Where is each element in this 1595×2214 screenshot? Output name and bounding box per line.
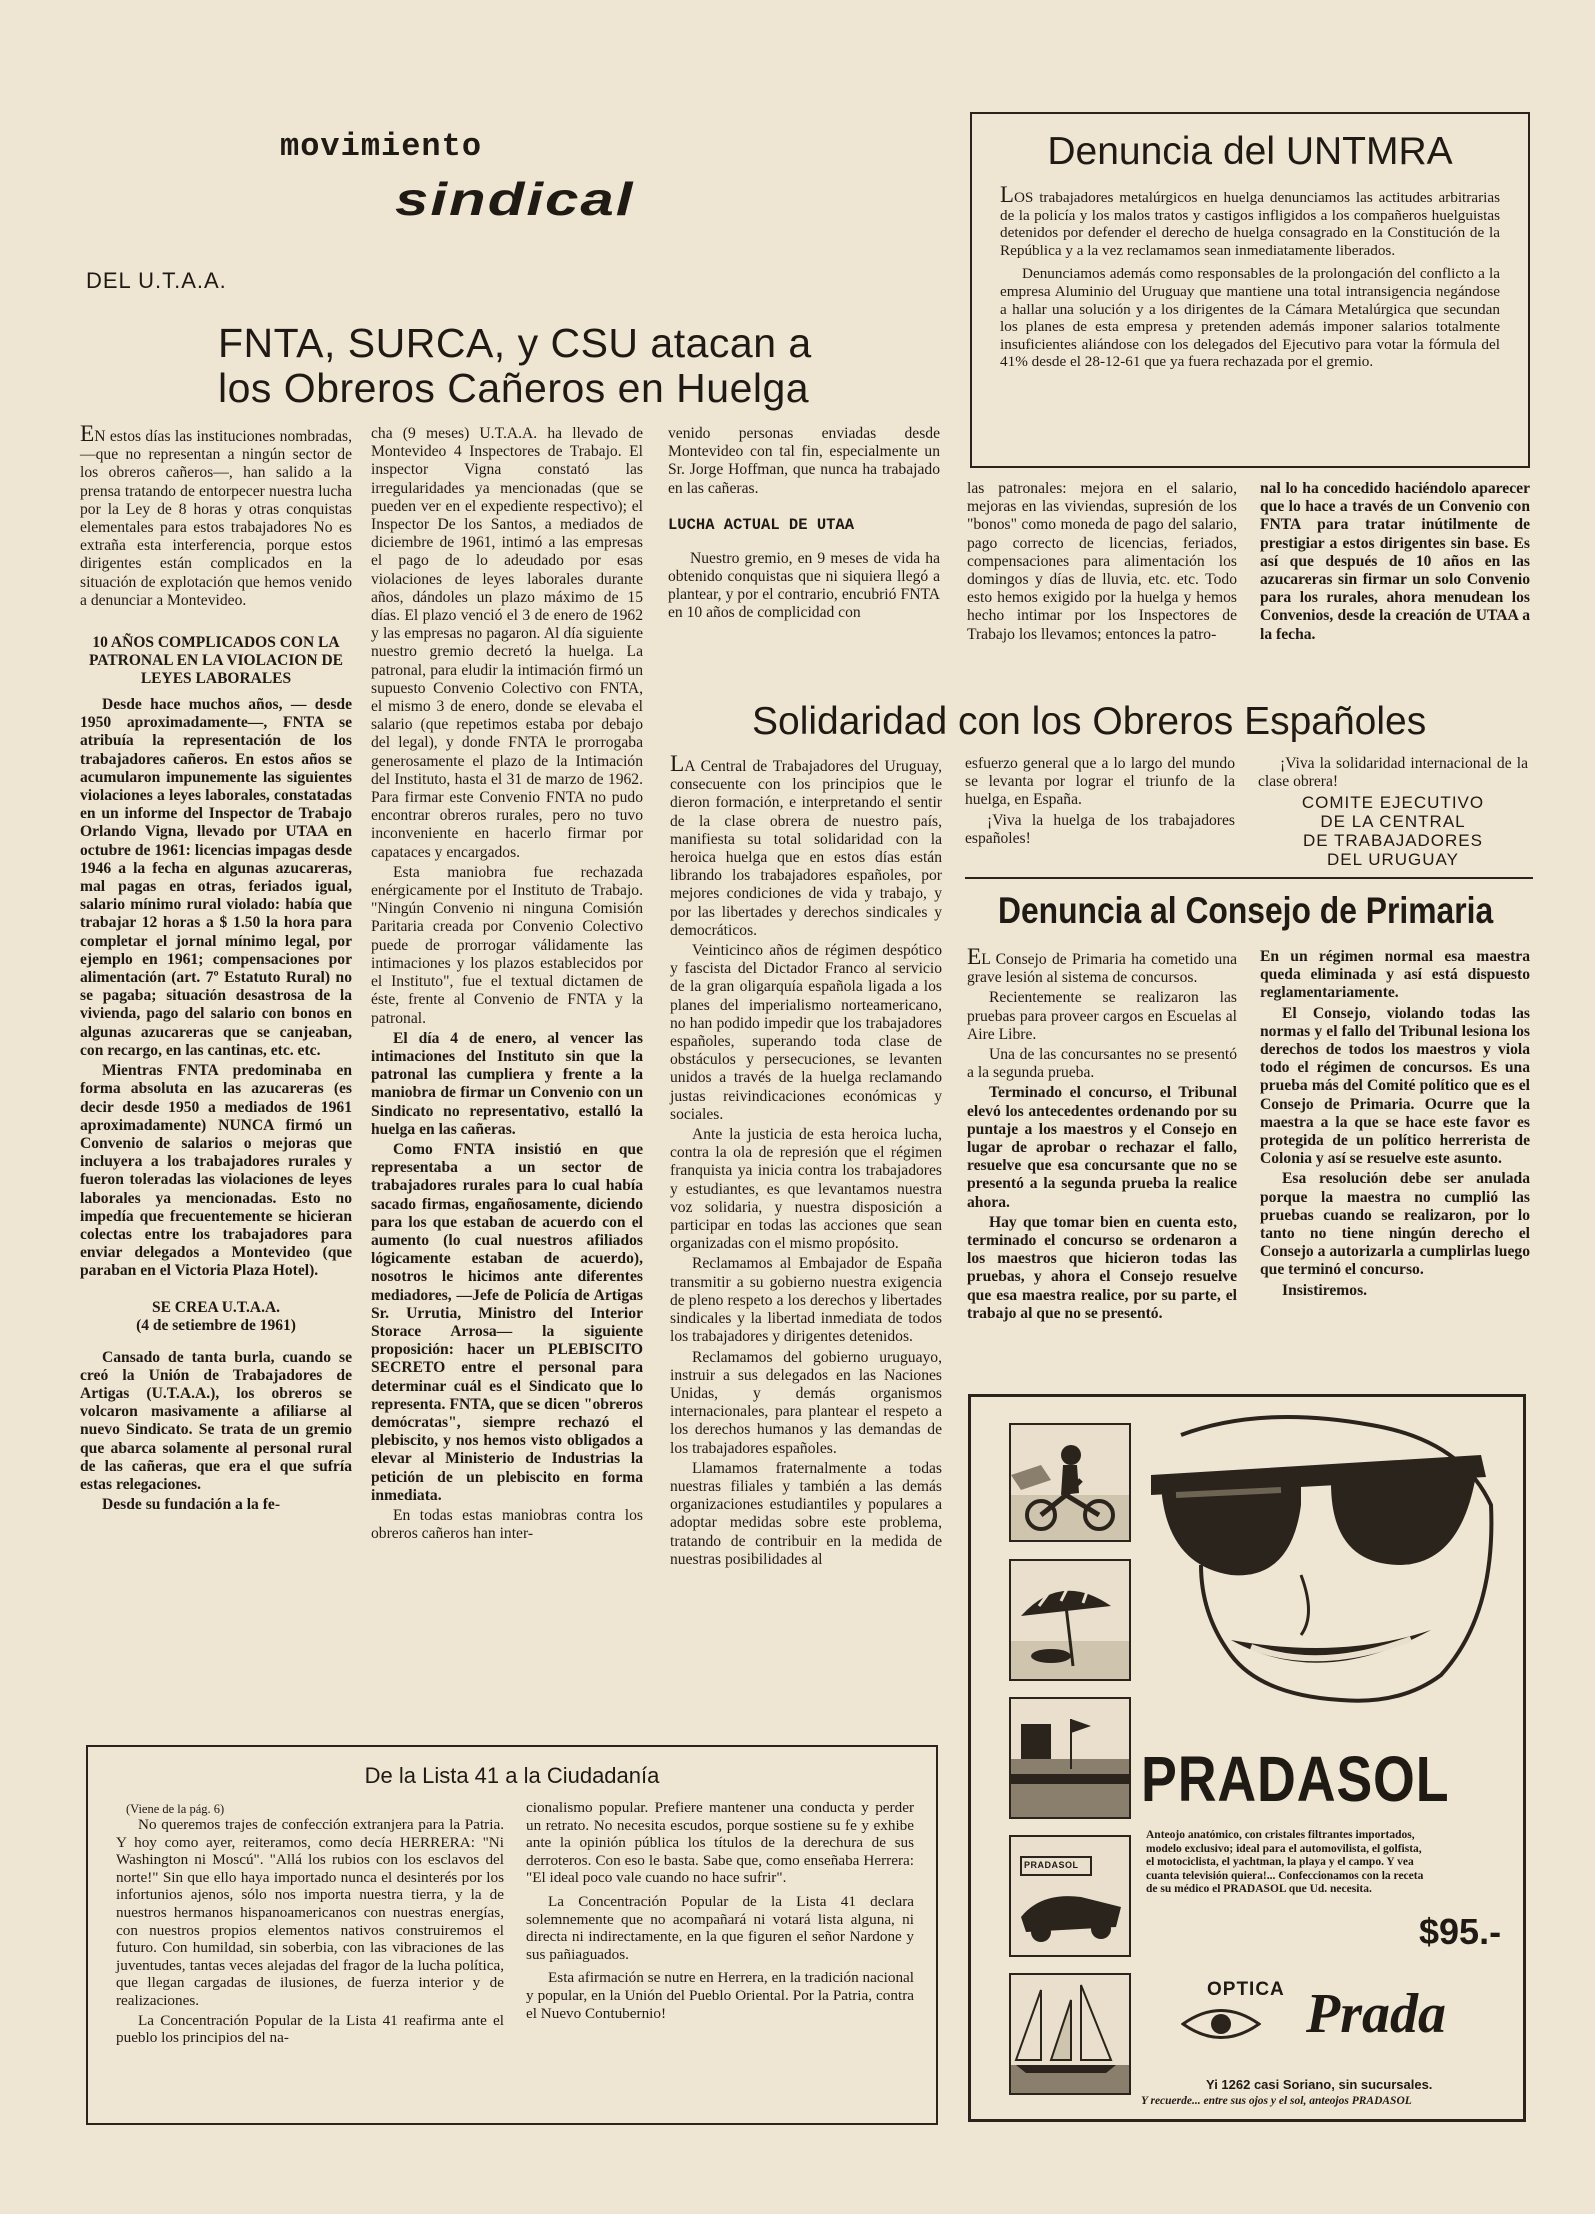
- beach-umbrella-illustration: [1009, 1559, 1131, 1681]
- motorcyclist-icon: [1011, 1425, 1129, 1540]
- utaa-subhead-se-crea-title: SE CREA U.T.A.A.: [151, 1298, 281, 1316]
- pradasol-description: Anteojo anatómico, con cristales filtrantes importados, modelo exclusivo; ideal para el automovilista, el golfista, el motociclista, el yachtman, la playa y el campo. Y vea cuanta televisión quiera!... Confeccionamos con la receta de su médico el PRADASOL que Ud. necesita.: [1146, 1829, 1424, 1895]
- pradasol-ad: [968, 1394, 1526, 2122]
- golf-course-illustration: [1009, 1697, 1131, 1819]
- utaa-column-1: [80, 421, 352, 1516]
- untmra-title: Denuncia del UNTMRA: [1047, 130, 1453, 173]
- utaa-subhead-complicados: 10 AÑOS COMPLICADOS CON LA PATRONAL EN LA VIOLACION DE LEYES LABORALES: [88, 634, 344, 688]
- utaa-paragraph: Cansado de tanta burla, cuando se creó la Unión de Trabajadores de Artigas (U.T.A.A.), los obreros se volcaron masivamente a afiliarse al nuevo Sindicato. Se trata de un gremio que abarca solamente al personal rural de las cañeras, que era el que sufría estas relegaciones.: [80, 1348, 352, 1493]
- utaa-paragraph: las patronales: mejora en el salario, mejoras en las viviendas, supresión de los "bonos" como moneda de pago del salario, pago correcto de licencias, feriados, compensaciones para alimentación los domingos y días de lluvia, etc. etc. Todo esto hemos exigido por la huelga y hemos hecho intimar por los Inspectores de Trabajo los llevamos; entonces la patro-: [967, 480, 1237, 643]
- solidaridad-paragraph: Ante la justicia de esta heroica lucha, contra la ola de represión que el régimen franquista ya inicia contra los trabajadores y estudiantes, es que levantamos nuestra voz solidaria, y nuestra disposición a participar en todas las acciones que sean organizadas con el mismo propósito.: [670, 1126, 942, 1253]
- utaa-column-2: [371, 425, 643, 1545]
- lista41-column-2: [526, 1799, 914, 2024]
- utaa-column-4: [967, 480, 1237, 646]
- lista41-continued: (Viene de la pág. 6): [126, 1802, 225, 1816]
- solidaridad-paragraph: Llamamos fraternalmente a todas nuestras filiales y también a las demás organizaciones estudiantiles y populares a adoptar medidas sobre este problema, tratando de contribuir en la medida de nuestras posibilidades al: [670, 1459, 942, 1568]
- motorcyclist-illustration: [1009, 1423, 1131, 1542]
- solidaridad-paragraph: ¡Viva la solidaridad internacional de la clase obrera!: [1258, 755, 1528, 791]
- pradasol-address: Yi 1262 casi Soriano, sin sucursales.: [1206, 2077, 1433, 2092]
- primaria-headline: Denuncia al Consejo de Primaria: [998, 890, 1494, 931]
- signature-line: DEL URUGUAY: [1327, 850, 1459, 870]
- solidaridad-headline: Solidaridad con los Obreros Españoles: [752, 700, 1427, 743]
- utaa-headline-line1: FNTA, SURCA, y CSU atacan a: [218, 320, 812, 366]
- primaria-paragraph: Recientemente se realizaron las pruebas para proveer cargos en Escuelas al Aire Libre.: [967, 989, 1237, 1043]
- primaria-paragraph: Insistiremos.: [1282, 1281, 1368, 1299]
- section-label-movimiento: movimiento: [280, 128, 483, 165]
- solidaridad-paragraph: LA Central de Trabajadores del Uruguay, consecuente con los principios que le dieron formación, e interpretando el sentir de la clase obrera de nuestro país, manifiesta su total solidaridad con la heroica huelga que en estos días están librando los trabajadores españoles, por mejores condiciones de vida y trabajo, y por las libertades y derechos sindicales y democráticos.: [670, 751, 942, 939]
- untmra-body: [1000, 182, 1500, 373]
- primaria-paragraph: EL Consejo de Primaria ha cometido una grave lesión al sistema de concursos.: [967, 944, 1237, 987]
- signature-line: DE LA CENTRAL: [1320, 812, 1466, 832]
- utaa-paragraph: nal lo ha concedido haciéndolo aparecer que lo hace a través de un Convenio con FNTA para tratar inútilmente de prestigiar a estos dirigentes sin base. Es así que después de 10 años en las azucareras sin firmar un solo Convenio para los rurales, ahora menudean los Convenios, desde la creación de UTAA a la fecha.: [1260, 480, 1530, 643]
- solidaridad-paragraph: Reclamamos del gobierno uruguayo, instruir a sus delegados en las Naciones Unidas, y demás organismos internacionales, para plantear el respeto a los derechos humanos y las demandas de los trabajadores españoles.: [670, 1348, 942, 1457]
- prada-logo: Prada: [1306, 1983, 1446, 2045]
- lista41-title: De la Lista 41 a la Ciudadanía: [364, 1763, 660, 1788]
- lista41-paragraph: La Concentración Popular de la Lista 41 declara solemnemente que no acompañará ni votará lista alguna, ni directa ni indirectamente, en la que figuren el señor Nardone y sus pañiaguados.: [526, 1892, 914, 1963]
- utaa-paragraph: cha (9 meses) U.T.A.A. ha llevado de Montevideo 4 Inspectores de Trabajo. El inspector Vigna constató las irregularidades ya mencionadas (que se pueden ver en el expediente respectivo); el Inspector De los Santos, a mediados de diciembre de 1961, intimó a las empresas el pago de lo adeudado por esas violaciones de leyes laborales durante años, dándoles un plazo máximo de 15 días. El plazo venció el 3 de enero de 1962 y las empresas no pagaron. Al día siguiente nuestro gremio decretó la huelga. La patronal, para eludir la intimación firmó un supuesto Convenio Colectivo con FNTA, el mismo 3 de enero, donde se elevaba el salario (que repetimos estaba por debajo del legal), y donde FNTA le prorrogaba generosamente el plazo de la Intimación del Instituto, hasta el 31 de marzo de 1962. Para firmar este Convenio FNTA no pudo encontrar obreros rurales, pero no tuvo inconveniente en hacerlo firmar por capataces y encargados.: [371, 425, 643, 861]
- pradasol-price: $95.-: [1419, 1911, 1502, 1952]
- racing-sign-text: PRADASOL: [1024, 1860, 1079, 1870]
- lista41-paragraph: Esta afirmación se nutre en Herrera, en la tradición nacional y popular, en la Unión del Pueblo Oriental. Por la Patria, contra el Nuevo Contubernio!: [526, 1969, 914, 2022]
- car-icon: [1011, 1837, 1129, 1955]
- eye-logo-icon: [1181, 2003, 1261, 2045]
- solidaridad-paragraph: ¡Viva la huelga de los trabajadores españoles!: [965, 811, 1235, 847]
- utaa-paragraph: Desde hace muchos años, — desde 1950 aproximadamente—, FNTA se atribuía la representación de los trabajadores cañeros. En estos años se acumularon impunemente las siguientes violaciones a leyes laborales, constatadas en un informe del Inspector de Trabajo Orlando Vigna, llevado por UTAA en octubre de 1961: licencias impagas desde 1946 a la fecha en algunas azucareras, mal pagas en otras, feriados igual, salario mínimo rural violado: había que trabajar 12 horas a $ 1.50 la hora para completar el jornal mínimo legal, por ejemplo en 1961; compensaciones por alimentación (art. 7º Estatuto Rural) no se pagaba; situación desastrosa de la vivienda, pago del salario con bonos en algunas azucareras que se canjeaban, con recargo, en las cantinas, etc. etc.: [80, 696, 352, 1059]
- solidaridad-signature: [1258, 793, 1528, 869]
- umbrella-icon: [1011, 1561, 1129, 1679]
- utaa-paragraph: Desde su fundación a la fe-: [102, 1496, 281, 1514]
- utaa-paragraph: Esta maniobra fue rechazada enérgicamente por el Instituto de Trabajo. "Ningún Convenio ni ninguna Comisión Paritaria creada por Convenio Colectivo puede de prorrogar válidamente las intimaciones y los plazos establecidos por el Instituto", fue el textual dictamen de éste, frente al Convenio de FNTA y la patronal.: [371, 863, 643, 1027]
- solidaridad-paragraph: Veinticinco años de régimen despótico y fascista del Dictador Franco al servicio de la gran oligarquía española ligada a los planes del imperialismo norteamericano, no han podido impedir que los trabajadores españoles, superando toda clase de obstáculos y persecuciones, se levanten unidos a través de la huelga reclamando justas reivindicaciones económicas y sociales.: [670, 942, 942, 1123]
- primaria-column-1: [967, 944, 1237, 1325]
- pradasol-slogan: Y recuerde... entre sus ojos y el sol, anteojos PRADASOL: [1141, 2095, 1412, 2107]
- utaa-column-3: [668, 425, 940, 625]
- solidaridad-column-1: [670, 751, 942, 1571]
- section-label-sindical: sindical: [395, 172, 635, 226]
- primaria-column-2: [1260, 948, 1530, 1302]
- solidaridad-paragraph: Reclamamos al Embajador de España transmitir a su gobierno nuestra exigencia de pleno respeto a los derechos y libertades sindicales y la libertad inmediata de todos los trabajadores y dirigentes detenidos.: [670, 1255, 942, 1346]
- solidaridad-column-2: [965, 755, 1235, 850]
- utaa-subhead-lucha: LUCHA ACTUAL DE UTAA: [668, 515, 855, 534]
- lista41-column-1: [116, 1802, 504, 2049]
- utaa-paragraph: Como FNTA insistió en que representaba a un sector de trabajadores rurales para lo cual había sacado firmas, engañosamente, diciendo para los que estaban de acuerdo con el aumento (lo cual nuestros afiliados lógicamente estaban de acuerdo), nosotros le hicimos ante diferentes mediadores, —Jefe de Policía de Artigas Sr. Urrutia, Ministro del Interior Storace Arrosa— la siguiente proposición: hacer un PLEBISCITO SECRETO entre el personal para determinar cuál es el Sindicato que lo representa. FNTA, que se dicen "obreros demócratas", siempre rechazó el plebiscito, y nos hemos visto obligados a elevar al Ministerio de Industrias la petición de un plebiscito en forma inmediata.: [371, 1140, 643, 1504]
- lista41-paragraph: La Concentración Popular de la Lista 41 reafirma ante el pueblo los principios del na-: [116, 2011, 504, 2047]
- untmra-paragraph: LOS trabajadores metalúrgicos en huelga denunciamos las actitudes arbitrarias de la policía y los malos tratos y castigos infligidos a los compañeros huelguistas detenidos por defender el derecho de huelga consagrado en la Constitución de la República y a la vez reclamamos sean inmediatamente liberados.: [1000, 182, 1500, 259]
- racing-car-illustration: [1009, 1835, 1131, 1957]
- utaa-subhead-se-crea: [80, 1299, 352, 1317]
- utaa-paragraph: Mientras FNTA predominaba en forma absoluta en las azucareras (es decir desde 1950 a mediados de 1961 aproximadamente) NUNCA firmó un Convenio de salarios o mejoras que incluyera a los trabajadores rurales y fueron toleradas las violaciones de leyes laborales ya mencionadas. Esto no impedía que frecuentemente se hicieran colectas entre los trabajadores para enviar delegados a Montevideo (que paraban en el Victoria Plaza Hotel).: [80, 1062, 352, 1280]
- pradasol-brand: PRADASOL: [1141, 1743, 1450, 1815]
- utaa-paragraph: Nuestro gremio, en 9 meses de vida ha obtenido conquistas que ni siquiera llegó a plantear, y por el contrario, encubrió FNTA en 10 años de complicidad con: [668, 549, 940, 622]
- utaa-subhead-date: (4 de setiembre de 1961): [136, 1316, 296, 1334]
- primaria-paragraph: El Consejo, violando todas las normas y el fallo del Tribunal lesiona los derechos de todos los maestros y viola todo el régimen de concursos. Es una prueba más del Comité político que es el Consejo de Primaria. Ocurre que la maestra a la que se hace este favor es protegida de un político herrerista de Colonia y así se resuelve este asunto.: [1260, 1004, 1530, 1168]
- utaa-column-5: [1260, 480, 1530, 646]
- lista41-paragraph: No queremos trajes de confección extranjera para la Patria. Y hoy como ayer, reiteramos, como decía HERRERA: "Ni Washington ni Moscú". "Allá los rubios con los esclavos del norte!" Sin que ello haya importado nunca el desinterés por los infortunios ajenos, sólo nos importa nuestra tierra, y la de nuestros hermanos hispanoamericanos con nuestras energías, con nuestros propios elementos nativos construiremos el futuro. Con humildad, sin soberbia, con las vibraciones de las juventudes, tantas veces alejadas del fragor de la lucha política, que llegan cargadas de ilusiones, de fuerza interior y de realizaciones.: [116, 1816, 504, 2009]
- sailboat-illustration: [1009, 1973, 1131, 2095]
- solidaridad-column-3: [1258, 755, 1528, 869]
- solidaridad-paragraph: esfuerzo general que a lo largo del mundo se levanta por lograr el triunfo de la huelga, en España.: [965, 755, 1235, 809]
- primaria-paragraph: Una de las concursantes no se presentó a la segunda prueba.: [967, 1046, 1237, 1082]
- primaria-paragraph: En un régimen normal esa maestra queda eliminada y así está dispuesto reglamentariamente.: [1260, 948, 1530, 1002]
- sailboat-icon: [1011, 1975, 1129, 2093]
- utaa-intro: EN estos días las instituciones nombradas, —que no representan a ningún sector de los obreros cañeros—, han salido a la prensa tratando de entorpecer nuestra lucha por la Ley de 8 horas y otras conquistas elementales para estos trabajadores No es extraña esta interferencia, porque estos dirigentes están complicados en la situación de explotación que hemos venido a denunciar a Montevideo.: [80, 421, 352, 609]
- signature-line: COMITE EJECUTIVO: [1301, 793, 1485, 813]
- primaria-paragraph: Esa resolución debe ser anulada porque la maestra no cumplió las pruebas cuando se realizaron, por lo tanto no tiene ningún derecho el Consejo a autorizarla a cumplirlas luego que terminó el concurso.: [1260, 1170, 1530, 1279]
- primaria-paragraph: Terminado el concurso, el Tribunal elevó los antecedentes ordenando por su puntaje a los maestros y el Consejo en lugar de aprobar o rechazar el fallo, resuelve que esa concursante que no se presentó a la segunda prueba la realice ahora.: [967, 1084, 1237, 1211]
- divider-rule: [965, 877, 1533, 879]
- lista41-box: [86, 1745, 938, 2125]
- untmra-box: [970, 112, 1530, 468]
- primaria-paragraph: Hay que tomar bien en cuenta esto, terminado el concurso se ordenaron a los maestros que hicieron todas las pruebas, y ahora el Consejo resuelve que esa maestra realice, por su parte, el trabajo al que no se presentó.: [967, 1213, 1237, 1322]
- flag-icon: [1011, 1699, 1129, 1817]
- signature-line: DE TRABAJADORES: [1302, 831, 1483, 851]
- untmra-paragraph: Denunciamos además como responsables de la prolongación del conflicto a la empresa Aluminio del Uruguay que mantiene una total intransigencia negándose a hallar una solución y a los dirigentes de la Cámara Metalúrgica que secundan los planes de esta empresa y pretenden además imponer salarios totalmente insuficientes aliándose con los delegados del Ejecutivo para votar la fórmula del 41% desde el 28-12-61 que ya fuera rechazada por el gremio.: [1000, 265, 1500, 371]
- utaa-kicker: DEL U.T.A.A.: [86, 268, 227, 293]
- lista41-paragraph: cionalismo popular. Prefiere mantener una conducta y perder un retrato. No necesita escudos, porque sostiene su fe y exhibe ante la opinión pública los títulos de la derechura de sus derroteros. Con eso le basta. Sabe que, como enseñaba Herrera: "El ideal poco vale cuando no hace sufrir".: [526, 1799, 914, 1887]
- utaa-paragraph: En todas estas maniobras contra los obreros cañeros han inter-: [371, 1506, 643, 1543]
- sunglasses-face-illustration: [1141, 1415, 1511, 1705]
- utaa-paragraph: El día 4 de enero, al vencer las intimaciones del Instituto sin que la patronal las cumpliera y frente a la maniobra de firmar un Convenio con un Sindicato no representativo, estalló la huelga en las cañeras.: [371, 1029, 643, 1138]
- utaa-paragraph: venido personas enviadas desde Montevideo con tal fin, especialmente un Sr. Jorge Hoffman, que nunca ha trabajado en las cañeras.: [668, 425, 940, 497]
- utaa-headline-line2: los Obreros Cañeros en Huelga: [218, 365, 810, 411]
- optica-label: OPTICA: [1207, 1979, 1285, 2000]
